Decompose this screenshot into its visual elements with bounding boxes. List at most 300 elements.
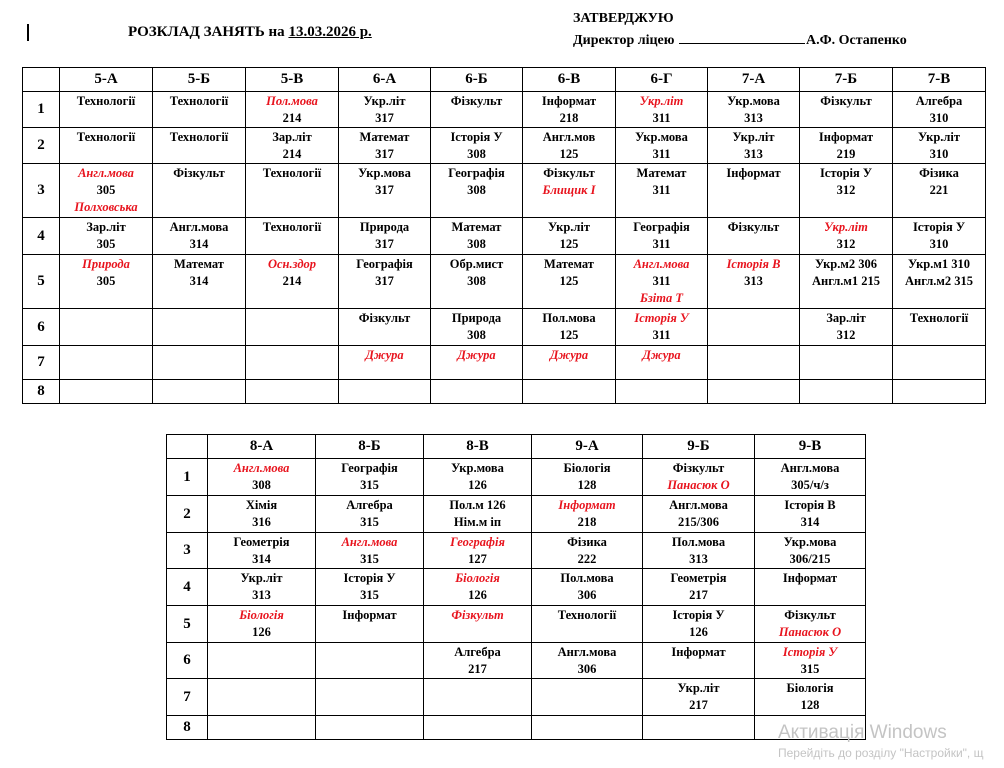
schedule-cell — [316, 459, 424, 496]
schedule-cell — [339, 380, 431, 404]
cell-detail-text: 315 — [360, 478, 379, 492]
subject-text: Англ.мова — [669, 498, 728, 512]
schedule-cell — [523, 92, 616, 128]
subject-text: Укр.літ — [732, 130, 775, 144]
schedule-cell — [431, 164, 523, 218]
lesson-row — [167, 459, 866, 496]
subject-text: Фізкульт — [543, 166, 595, 180]
schedule-table-grades-5-7 — [22, 67, 986, 404]
schedule-cell — [708, 380, 800, 404]
schedule-cell — [424, 459, 532, 496]
cell-detail-text: 313 — [252, 588, 271, 602]
subject-text: Укр.літ — [917, 130, 961, 144]
subject-text: Фізкульт — [672, 461, 725, 475]
schedule-cell — [643, 716, 755, 740]
lesson-row — [23, 255, 986, 309]
schedule-cell — [755, 533, 866, 569]
subject-text: Пол.мова — [542, 311, 596, 325]
schedule-cell — [424, 569, 532, 606]
schedule-cell — [616, 128, 708, 164]
cell-detail-text: 217 — [689, 698, 708, 712]
schedule-cell — [532, 459, 643, 496]
cell-detail-text: 221 — [929, 183, 949, 197]
schedule-cell — [153, 218, 246, 255]
subject-text: Фізкульт — [173, 166, 225, 180]
subject-text: Укр.мова — [451, 461, 504, 475]
schedule-cell — [643, 459, 755, 496]
subject-text: Хімія — [245, 498, 278, 512]
cell-detail-text: 312 — [836, 183, 856, 197]
schedule-cell — [339, 128, 431, 164]
cell-detail-text: 305 — [96, 237, 116, 251]
schedule-cell — [523, 255, 616, 309]
lesson-number: 4 — [23, 218, 60, 255]
subject-text: Фізкульт — [820, 94, 872, 108]
cell-detail-text: 308 — [252, 478, 271, 492]
cell-detail-text: 128 — [800, 698, 820, 712]
cell-detail-text: 217 — [689, 588, 708, 602]
subject-text: Укр.м2 306 — [814, 257, 878, 271]
schedule-cell — [153, 92, 246, 128]
cell-detail-text: 308 — [467, 183, 486, 197]
schedule-cell — [431, 309, 523, 346]
schedule-cell — [339, 92, 431, 128]
schedule-cell — [755, 606, 866, 643]
subject-text: Джура — [365, 348, 404, 362]
class-header: 6-Г — [616, 68, 708, 92]
schedule-cell — [316, 533, 424, 569]
cell-detail-text: Панасюк О — [778, 625, 842, 639]
lesson-row — [167, 643, 866, 679]
header-corner — [23, 68, 60, 92]
subject-text: Укр.мова — [783, 535, 837, 549]
schedule-cell — [339, 218, 431, 255]
subject-text: Інформат — [558, 498, 616, 512]
schedule-cell — [800, 92, 893, 128]
title-date: 13.03.2026 р. — [288, 24, 372, 40]
lesson-row — [167, 533, 866, 569]
cell-detail-text: 218 — [559, 111, 579, 125]
subject-text: Укр.літ — [363, 94, 406, 108]
schedule-cell — [532, 533, 643, 569]
class-header: 7-Б — [800, 68, 893, 92]
schedule-cell — [316, 496, 424, 533]
subject-text: Природа — [451, 311, 502, 325]
schedule-cell — [431, 380, 523, 404]
cell-detail-text: 313 — [689, 552, 708, 566]
cell-detail-text: 314 — [189, 237, 209, 251]
schedule-cell — [532, 569, 643, 606]
subject-text: Технології — [76, 94, 136, 108]
subject-text: Фізика — [567, 535, 607, 549]
cell-detail-text: 310 — [929, 111, 949, 125]
approval-block — [573, 8, 907, 52]
schedule-cell — [424, 643, 532, 679]
cell-detail-text: 311 — [652, 237, 671, 251]
subject-text: Технології — [76, 130, 136, 144]
schedule-cell — [643, 643, 755, 679]
lesson-row — [23, 218, 986, 255]
subject-text: Інформат — [541, 94, 597, 108]
schedule-cell — [800, 309, 893, 346]
cell-detail-text: 125 — [559, 328, 579, 342]
lesson-row — [23, 92, 986, 128]
subject-text: Фізика — [919, 166, 959, 180]
schedule-cell — [153, 128, 246, 164]
cell-detail-text: 305 — [96, 274, 116, 288]
subject-text: Зар.літ — [272, 130, 312, 144]
cell-detail-text: 306/215 — [789, 552, 831, 566]
schedule-cell — [800, 346, 893, 380]
schedule-cell — [60, 92, 153, 128]
schedule-cell — [708, 346, 800, 380]
class-header: 6-А — [339, 68, 431, 92]
cell-detail-text: 308 — [467, 328, 486, 342]
lesson-number: 2 — [23, 128, 60, 164]
schedule-cell — [153, 164, 246, 218]
lesson-row — [167, 569, 866, 606]
schedule-cell — [339, 255, 431, 309]
subject-text: Історія В — [784, 498, 836, 512]
subject-text: Фізкульт — [450, 94, 503, 108]
cell-detail-text: 311 — [652, 183, 671, 197]
schedule-cell — [339, 309, 431, 346]
lesson-row — [167, 716, 866, 740]
schedule-cell — [316, 679, 424, 716]
subject-text: Алгебра — [915, 94, 963, 108]
schedule-cell — [643, 533, 755, 569]
subject-text: Укр.літ — [240, 571, 283, 585]
schedule-cell — [616, 218, 708, 255]
cell-detail-text: 313 — [744, 274, 763, 288]
subject-text: Історія У — [343, 571, 396, 585]
cell-detail-text: 312 — [836, 237, 856, 251]
cell-detail-text: Панасюк О — [667, 478, 730, 492]
subject-text: Джура — [549, 348, 589, 362]
schedule-cell — [800, 380, 893, 404]
lesson-number: 8 — [167, 716, 208, 740]
subject-text: Англ.мов — [542, 130, 596, 144]
cell-detail-text: 317 — [375, 237, 394, 251]
lesson-row — [167, 679, 866, 716]
subject-text: Геометрія — [233, 535, 290, 549]
schedule-cell — [708, 92, 800, 128]
cell-detail-text: Англ.м1 215 — [811, 274, 881, 288]
cell-detail-text: 315 — [360, 515, 379, 529]
lesson-row — [167, 496, 866, 533]
schedule-cell — [208, 459, 316, 496]
cell-detail-text: 313 — [744, 111, 763, 125]
subject-text: Географія — [341, 461, 398, 475]
schedule-cell — [431, 218, 523, 255]
schedule-cell — [893, 92, 986, 128]
schedule-cell — [208, 716, 316, 740]
watermark-line-2: Перейдіть до розділу "Настройки", щ — [778, 746, 984, 760]
cell-detail-text: 305 — [96, 183, 116, 197]
schedule-cell — [755, 496, 866, 533]
subject-text: Технології — [169, 130, 229, 144]
class-header: 6-В — [523, 68, 616, 92]
lesson-number: 7 — [23, 346, 60, 380]
subject-text: Географія — [448, 166, 505, 180]
class-header: 8-В — [424, 435, 532, 459]
cell-detail-text: 310 — [929, 147, 949, 161]
subject-text: Пол.м 126 — [449, 498, 506, 512]
cell-detail-text: 312 — [836, 328, 856, 342]
subject-text: Біологія — [786, 681, 834, 695]
schedule-cell — [431, 128, 523, 164]
cell-detail-text: 125 — [559, 274, 579, 288]
lesson-number: 3 — [167, 533, 208, 569]
table-header-row — [167, 435, 866, 459]
cell-detail-text: 317 — [375, 274, 394, 288]
schedule-cell — [800, 128, 893, 164]
schedule-cell — [532, 716, 643, 740]
schedule-cell — [532, 606, 643, 643]
subject-text: Географія — [450, 535, 505, 549]
lesson-number: 1 — [23, 92, 60, 128]
schedule-cell — [893, 218, 986, 255]
cell-detail-text: 317 — [375, 183, 394, 197]
schedule-cell — [616, 346, 708, 380]
subject-text: Укр.літ — [547, 220, 591, 234]
lesson-row — [23, 128, 986, 164]
schedule-cell — [153, 309, 246, 346]
lesson-number: 5 — [23, 255, 60, 309]
title-text: РОЗКЛАД ЗАНЯТЬ на — [128, 24, 289, 40]
schedule-cell — [800, 218, 893, 255]
schedule-cell — [800, 164, 893, 218]
subject-text: Історія У — [450, 130, 503, 144]
schedule-cell — [523, 218, 616, 255]
cell-detail-text: 314 — [800, 515, 820, 529]
schedule-cell — [60, 128, 153, 164]
cell-detail-text: 126 — [689, 625, 708, 639]
cell-detail-text: Полховська — [74, 200, 138, 214]
subject-text: Біологія — [563, 461, 611, 475]
lesson-row — [23, 164, 986, 218]
cell-detail-text: 126 — [252, 625, 271, 639]
schedule-cell — [153, 380, 246, 404]
subject-text: Зар.літ — [86, 220, 126, 234]
schedule-cell — [755, 569, 866, 606]
schedule-cell — [246, 346, 339, 380]
schedule-cell — [523, 380, 616, 404]
lesson-row — [23, 380, 986, 404]
subject-text: Укр.літ — [677, 681, 720, 695]
schedule-cell — [893, 164, 986, 218]
subject-text: Зар.літ — [826, 311, 866, 325]
subject-text: Фізкульт — [727, 220, 780, 234]
subject-text: Історія В — [726, 257, 781, 271]
subject-text: Природа — [82, 257, 130, 271]
schedule-cell — [431, 346, 523, 380]
approval-signature-line — [573, 30, 907, 52]
subject-text: Фізкульт — [784, 608, 836, 622]
signature-line — [679, 31, 805, 44]
schedule-cell — [316, 569, 424, 606]
subject-text: Технології — [909, 311, 969, 325]
class-header: 5-А — [60, 68, 153, 92]
cell-detail-text: 214 — [282, 147, 302, 161]
schedule-cell — [60, 380, 153, 404]
schedule-cell — [800, 255, 893, 309]
schedule-cell — [893, 380, 986, 404]
cell-detail-text: 314 — [252, 552, 271, 566]
cell-detail-text: 308 — [467, 274, 486, 288]
cell-detail-text: 314 — [189, 274, 209, 288]
subject-text: Математ — [636, 166, 687, 180]
subject-text: Географія — [633, 220, 690, 234]
subject-text: Математ — [359, 130, 410, 144]
schedule-cell — [893, 309, 986, 346]
subject-text: Англ.мова — [633, 257, 690, 271]
cell-detail-text: 313 — [744, 147, 763, 161]
schedule-cell — [153, 255, 246, 309]
schedule-cell — [893, 255, 986, 309]
subject-text: Технології — [262, 220, 322, 234]
class-header: 5-В — [246, 68, 339, 92]
subject-text: Біологія — [239, 608, 284, 622]
cell-detail-text: Блищик І — [542, 183, 596, 197]
subject-text: Осн.здор — [267, 257, 317, 271]
schedule-cell — [339, 346, 431, 380]
subject-text: Англ.мова — [557, 645, 617, 659]
subject-text: Англ.мова — [341, 535, 398, 549]
schedule-cell — [755, 679, 866, 716]
subject-text: Геометрія — [670, 571, 727, 585]
schedule-cell — [708, 218, 800, 255]
subject-text: Географія — [356, 257, 413, 271]
subject-text: Технології — [262, 166, 322, 180]
schedule-cell — [616, 309, 708, 346]
lesson-number: 1 — [167, 459, 208, 496]
class-header: 6-Б — [431, 68, 523, 92]
schedule-cell — [316, 606, 424, 643]
schedule-cell — [616, 164, 708, 218]
subject-text: Укр.літ — [824, 220, 868, 234]
lesson-number: 3 — [23, 164, 60, 218]
schedule-cell — [246, 218, 339, 255]
cell-detail-text: 125 — [559, 237, 579, 251]
schedule-cell — [208, 606, 316, 643]
cell-detail-text: 315 — [800, 662, 820, 676]
class-header: 8-Б — [316, 435, 424, 459]
cell-detail-text: 219 — [836, 147, 856, 161]
subject-text: Історія У — [819, 166, 873, 180]
schedule-cell — [208, 496, 316, 533]
class-header: 9-В — [755, 435, 866, 459]
cell-detail-text: 125 — [559, 147, 579, 161]
schedule-table-grades-8-9 — [166, 434, 866, 740]
schedule-cell — [246, 255, 339, 309]
subject-text: Історія У — [782, 645, 838, 659]
subject-text: Біологія — [455, 571, 500, 585]
schedule-cell — [246, 128, 339, 164]
cell-detail-text: 316 — [252, 515, 271, 529]
cell-detail-text: 308 — [467, 237, 486, 251]
subject-text: Технології — [557, 608, 617, 622]
subject-text: Технології — [169, 94, 229, 108]
class-header: 8-А — [208, 435, 316, 459]
class-header: 7-А — [708, 68, 800, 92]
header-corner — [167, 435, 208, 459]
schedule-cell — [532, 643, 643, 679]
schedule-cell — [523, 309, 616, 346]
cell-detail-text: 217 — [468, 662, 487, 676]
schedule-cell — [755, 643, 866, 679]
schedule-cell — [424, 533, 532, 569]
table-header-row — [23, 68, 986, 92]
subject-text: Математ — [451, 220, 502, 234]
subject-text: Алгебра — [346, 498, 393, 512]
schedule-cell — [616, 255, 708, 309]
schedule-cell — [208, 643, 316, 679]
class-header: 7-В — [893, 68, 986, 92]
subject-text: Фізкульт — [358, 311, 411, 325]
subject-text: Англ.мова — [78, 166, 134, 180]
subject-text: Інформат — [671, 645, 726, 659]
cell-detail-text: 315 — [360, 552, 379, 566]
schedule-cell — [316, 643, 424, 679]
cell-detail-text: 311 — [652, 328, 671, 342]
lesson-number: 4 — [167, 569, 208, 606]
cell-detail-text: 305/ч/з — [791, 478, 829, 492]
schedule-cell — [431, 255, 523, 309]
schedule-cell — [643, 606, 755, 643]
subject-text: Інформат — [726, 166, 781, 180]
schedule-cell — [616, 92, 708, 128]
cell-detail-text: 218 — [577, 515, 597, 529]
lesson-number: 5 — [167, 606, 208, 643]
schedule-cell — [431, 92, 523, 128]
schedule-cell — [208, 569, 316, 606]
schedule-cell — [893, 128, 986, 164]
cell-detail-text: 215/306 — [678, 515, 719, 529]
schedule-cell — [424, 679, 532, 716]
subject-text: Обр.мист — [449, 257, 504, 271]
subject-text: Англ.мова — [780, 461, 840, 475]
cell-detail-text: 128 — [577, 478, 597, 492]
schedule-cell — [708, 255, 800, 309]
schedule-cell — [60, 255, 153, 309]
approval-role: Директор ліцею — [573, 33, 675, 48]
lesson-row — [23, 309, 986, 346]
schedule-cell — [616, 380, 708, 404]
class-header: 5-Б — [153, 68, 246, 92]
cell-detail-text: 127 — [468, 552, 487, 566]
schedule-cell — [708, 128, 800, 164]
subject-text: Укр.літ — [639, 94, 684, 108]
lesson-row — [23, 346, 986, 380]
subject-text: Інформат — [818, 130, 874, 144]
schedule-cell — [532, 496, 643, 533]
subject-text: Укр.мова — [727, 94, 780, 108]
class-header: 9-Б — [643, 435, 755, 459]
schedule-cell — [246, 380, 339, 404]
schedule-cell — [208, 679, 316, 716]
schedule-cell — [893, 346, 986, 380]
schedule-cell — [708, 164, 800, 218]
schedule-cell — [246, 309, 339, 346]
page-title — [128, 24, 372, 41]
cell-detail-text: 214 — [282, 274, 302, 288]
schedule-cell — [339, 164, 431, 218]
subject-text: Джура — [642, 348, 681, 362]
cell-detail-text: 315 — [360, 588, 379, 602]
cell-detail-text: 310 — [929, 237, 949, 251]
cell-detail-text: 126 — [468, 588, 487, 602]
